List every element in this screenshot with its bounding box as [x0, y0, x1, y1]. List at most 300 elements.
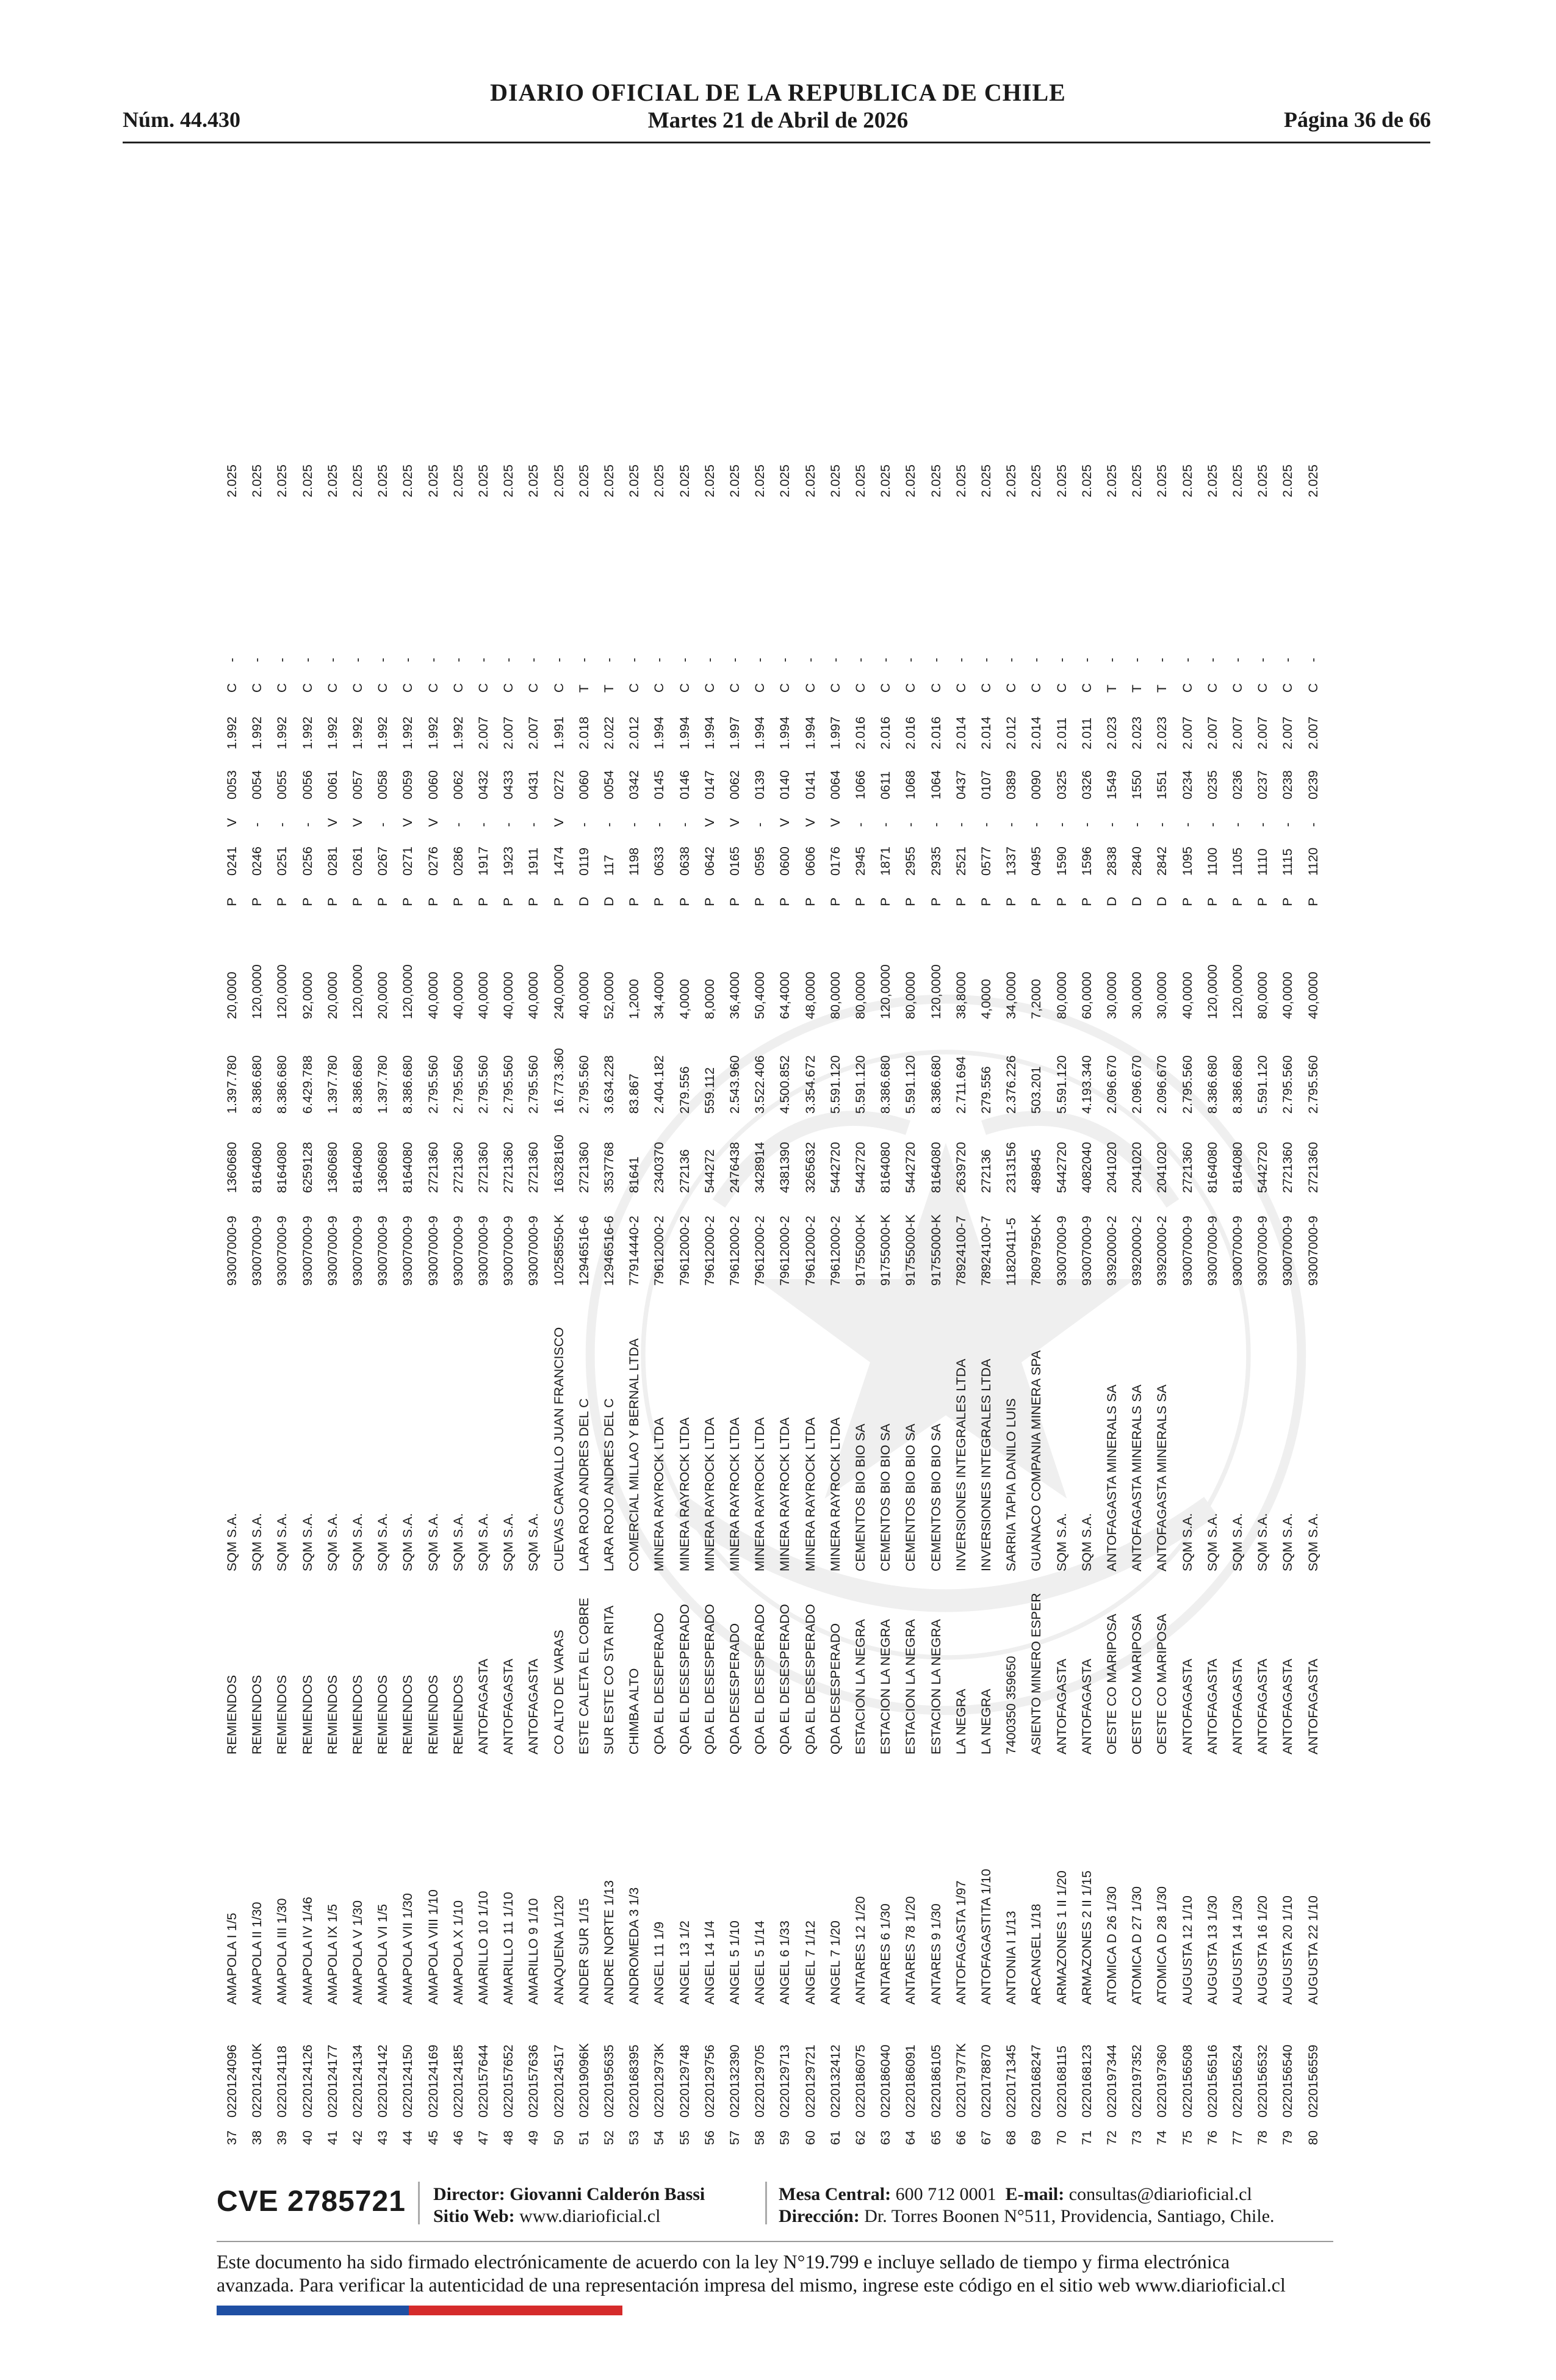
- cell-row-number: 63: [878, 2130, 893, 2145]
- cell-registry-rol: 0220156524: [1230, 2044, 1245, 2118]
- cell-year: 2.022: [602, 716, 616, 749]
- cell-type-code: P: [400, 897, 416, 906]
- cell-value-a: 2721360: [1280, 1142, 1295, 1193]
- cell-type-code: P: [727, 897, 742, 906]
- cell-vuelta-flag: -: [1129, 822, 1145, 827]
- cell-year: 2.011: [1054, 717, 1069, 749]
- cell-owner-rut: 93920000-2: [1129, 1216, 1145, 1286]
- cell-hectares: 30,0000: [1129, 972, 1145, 1019]
- cell-value-a: 8164080: [400, 1142, 416, 1193]
- cell-hectares: 1,2000: [627, 979, 642, 1019]
- cell-kind-code: C: [1255, 683, 1270, 693]
- cell-vuelta-flag: -: [1029, 822, 1044, 827]
- cell-type-code: D: [1104, 896, 1119, 906]
- cell-hectares: 48,0000: [802, 972, 818, 1019]
- cell-year: 2.007: [476, 716, 491, 749]
- cell-period: 2.025: [1104, 464, 1119, 497]
- cell-location: REMIENDOS: [400, 1675, 416, 1754]
- cell-owner-name: SQM S.A.: [375, 1513, 391, 1571]
- table-row: [1125, 177, 1150, 2145]
- cell-kind-code: C: [1205, 683, 1220, 693]
- cell-hectares: 20,0000: [325, 972, 340, 1019]
- cell-row-number: 60: [802, 2130, 818, 2145]
- cell-registry-rol: 0220124169: [425, 2044, 441, 2118]
- address-label: Dirección:: [779, 2206, 860, 2226]
- cell-owner-rut: 79612000-2: [702, 1216, 717, 1286]
- cell-kind-code: C: [450, 683, 466, 693]
- cell-concession-name: AUGUSTA 13 1/30: [1205, 1895, 1220, 2005]
- cell-row-number: 75: [1180, 2130, 1195, 2145]
- cell-type-code: P: [375, 897, 391, 906]
- cell-dash: -: [1205, 657, 1220, 662]
- cell-hectares: 40,0000: [1280, 972, 1295, 1019]
- cell-period: 2.025: [1129, 464, 1145, 497]
- cell-concession-name: AMARILLO 10 1/10: [476, 1891, 491, 2005]
- cell-vuelta-flag: -: [1104, 822, 1119, 827]
- cell-location: REMIENDOS: [350, 1675, 365, 1754]
- cell-dash: -: [752, 657, 768, 662]
- cell-value-b: 3.354.672: [802, 1055, 818, 1114]
- cell-registry-rol: 0220156532: [1255, 2044, 1270, 2118]
- table-row: [924, 177, 949, 2145]
- cell-period: 2.025: [853, 464, 868, 497]
- cell-location: ESTE CALETA EL COBRE: [576, 1598, 591, 1754]
- cell-kind-code: C: [1029, 683, 1044, 693]
- cell-kind-code: C: [476, 683, 491, 693]
- cell-type-code: P: [903, 897, 918, 906]
- cell-value-b: 2.543.960: [727, 1055, 742, 1114]
- cell-registry-rol: 0220195635: [602, 2044, 616, 2118]
- table-row: [295, 177, 320, 2145]
- cell-row-number: 53: [627, 2130, 642, 2145]
- cell-foja: 0595: [752, 846, 768, 876]
- cell-kind-code: C: [652, 683, 667, 693]
- cell-owner-rut: 93007000-9: [250, 1216, 265, 1286]
- table-row: [597, 177, 622, 2145]
- cell-owner-name: MINERA RAYROCK LTDA: [677, 1417, 692, 1571]
- cell-foja: 0633: [652, 846, 667, 876]
- cell-location: ANTOFAGASTA: [1230, 1659, 1245, 1754]
- table-row: [1225, 177, 1250, 2145]
- cell-type-code: P: [350, 897, 365, 906]
- cell-number: 0060: [576, 770, 591, 799]
- legal-line: avanzada. Para verificar la autenticidad de una representación impresa del mismo, ingrese este código en el sitio web www.diarioficial.cl: [217, 2274, 1286, 2296]
- email-link[interactable]: consultas@diarioficial.cl: [1068, 2184, 1252, 2204]
- cell-dash: -: [1004, 657, 1019, 662]
- cell-owner-rut: 93920000-2: [1154, 1216, 1170, 1286]
- cell-number: 0053: [225, 770, 239, 799]
- cell-period: 2.025: [501, 464, 516, 497]
- cell-period: 2.025: [450, 464, 466, 497]
- cell-row-number: 47: [476, 2130, 491, 2145]
- cell-vuelta-flag: -: [1205, 822, 1220, 827]
- cell-value-a: 5442720: [1054, 1142, 1069, 1193]
- cell-owner-rut: 93007000-9: [501, 1216, 516, 1286]
- cell-period: 2.025: [627, 464, 642, 497]
- cell-row-number: 76: [1205, 2130, 1220, 2145]
- cell-number: 0431: [526, 770, 541, 799]
- cell-owner-name: SQM S.A.: [1180, 1513, 1195, 1571]
- flag-stripe-blue: [217, 2306, 409, 2315]
- cell-value-b: 4.500.852: [777, 1055, 793, 1114]
- cell-row-number: 65: [928, 2130, 943, 2145]
- cell-vuelta-flag: -: [853, 822, 868, 827]
- cell-concession-name: ARMAZONES 1 II 1/20: [1054, 1870, 1069, 2005]
- footer-contact-block: [779, 2183, 1275, 2227]
- cell-type-code: P: [1054, 897, 1069, 906]
- cell-value-a: 8164080: [1230, 1142, 1245, 1193]
- cell-registry-rol: 0220132390: [727, 2044, 742, 2118]
- cell-location: ANTOFAGASTA: [526, 1659, 541, 1754]
- cell-location: QDA EL DESESPERADO: [702, 1604, 717, 1754]
- cell-vuelta-flag: V: [225, 818, 239, 827]
- cell-number: 0141: [802, 770, 818, 799]
- cell-number: 0342: [627, 770, 642, 799]
- cell-owner-rut: 93007000-9: [1255, 1216, 1270, 1286]
- cell-owner-name: SQM S.A.: [425, 1513, 441, 1571]
- cell-number: 0090: [1029, 770, 1044, 799]
- cell-period: 2.025: [1154, 464, 1170, 497]
- cell-value-a: 1360680: [325, 1142, 340, 1193]
- cell-year: 2.014: [979, 716, 993, 749]
- cell-period: 2.025: [350, 464, 365, 497]
- cell-owner-name: SQM S.A.: [1280, 1513, 1295, 1571]
- cell-location: QDA DESESPERADO: [727, 1623, 742, 1754]
- cell-owner-name: SQM S.A.: [300, 1513, 315, 1571]
- table-row: [1050, 177, 1075, 2145]
- cell-type-code: P: [1255, 897, 1270, 906]
- cell-location: ANTOFAGASTA: [1305, 1659, 1320, 1754]
- cell-value-a: 2721360: [425, 1142, 441, 1193]
- cell-dash: -: [300, 657, 315, 662]
- cell-foja: 2838: [1104, 846, 1119, 876]
- cell-value-b: 559.112: [702, 1067, 717, 1114]
- cell-owner-name: MINERA RAYROCK LTDA: [777, 1417, 793, 1571]
- cell-owner-name: SQM S.A.: [1205, 1513, 1220, 1571]
- cell-vuelta-flag: -: [878, 822, 893, 827]
- cell-dash: -: [1154, 657, 1170, 662]
- cell-value-a: 5442720: [853, 1142, 868, 1193]
- cell-hectares: 34,4000: [652, 972, 667, 1019]
- cell-owner-name: SQM S.A.: [325, 1513, 340, 1571]
- cell-owner-name: MINERA RAYROCK LTDA: [702, 1417, 717, 1571]
- cell-row-number: 62: [853, 2130, 868, 2145]
- cell-value-a: 1360680: [375, 1142, 391, 1193]
- cell-type-code: P: [752, 897, 768, 906]
- cell-hectares: 80,0000: [1054, 972, 1069, 1019]
- cell-dash: -: [250, 657, 265, 662]
- table-row: [1200, 177, 1225, 2145]
- header-divider: [123, 142, 1430, 143]
- cell-location: ANTOFAGASTA: [1205, 1659, 1220, 1754]
- cell-year: 1.992: [250, 716, 265, 749]
- cell-foja: 0600: [777, 846, 793, 876]
- cell-dash: -: [627, 657, 642, 662]
- cell-owner-name: MINERA RAYROCK LTDA: [652, 1417, 667, 1571]
- cell-period: 2.025: [727, 464, 742, 497]
- cell-year: 1.992: [275, 716, 290, 749]
- cell-year: 1.994: [752, 716, 768, 749]
- table-row: [421, 177, 446, 2145]
- cell-registry-rol: 0220129721: [802, 2044, 818, 2118]
- cell-location: ESTACION LA NEGRA: [853, 1619, 868, 1754]
- cell-year: 2.007: [1205, 716, 1220, 749]
- cell-registry-rol: 0220124134: [350, 2044, 365, 2118]
- cell-number: 0060: [425, 770, 441, 799]
- cell-value-b: 2.096.670: [1104, 1055, 1119, 1114]
- cell-owner-rut: 91755000-K: [853, 1214, 868, 1286]
- table-row: [270, 177, 295, 2145]
- cell-vuelta-flag: -: [501, 822, 516, 827]
- cell-owner-name: CUEVAS CARVALLO JUAN FRANCISCO: [551, 1327, 566, 1571]
- cell-concession-name: AMAPOLA VII 1/30: [400, 1893, 416, 2005]
- cell-value-b: 83.867: [627, 1073, 642, 1114]
- cell-foja: 1596: [1079, 846, 1094, 876]
- cell-location: SUR ESTE CO STA RITA: [602, 1605, 616, 1754]
- cell-value-a: 2041020: [1104, 1142, 1119, 1193]
- cell-hectares: 80,0000: [827, 972, 843, 1019]
- cell-location: LA NEGRA: [953, 1689, 968, 1754]
- cell-number: 0611: [878, 771, 893, 799]
- cell-year: 2.018: [576, 716, 591, 749]
- cell-foja: 2840: [1129, 846, 1145, 876]
- cell-hectares: 240,0000: [551, 964, 566, 1019]
- cell-hectares: 30,0000: [1154, 972, 1170, 1019]
- cell-foja: 1198: [627, 847, 642, 876]
- cell-value-b: 3.522.406: [752, 1055, 768, 1114]
- cell-location: QDA EL DESESPERADO: [802, 1604, 818, 1754]
- cell-period: 2.025: [827, 464, 843, 497]
- cell-owner-rut: 91755000-K: [928, 1214, 943, 1286]
- cell-row-number: 68: [1004, 2130, 1019, 2145]
- publication-date: Martes 21 de Abril de 2026: [647, 108, 909, 133]
- cell-registry-rol: 0220124126: [300, 2044, 315, 2118]
- cell-dash: -: [802, 657, 818, 662]
- cell-type-code: P: [300, 897, 315, 906]
- mining-concessions-table: [220, 177, 1379, 2145]
- cell-registry-rol: 0220156516: [1205, 2044, 1220, 2118]
- cell-row-number: 49: [526, 2130, 541, 2145]
- table-row: [1250, 177, 1275, 2145]
- cell-kind-code: C: [627, 683, 642, 693]
- cell-value-a: 2639720: [953, 1142, 968, 1193]
- cell-foja: 0165: [727, 846, 742, 876]
- cell-registry-rol: 0220124142: [375, 2044, 391, 2118]
- table-row: [823, 177, 848, 2145]
- cell-type-code: P: [425, 897, 441, 906]
- cell-type-code: P: [777, 897, 793, 906]
- cell-location: REMIENDOS: [300, 1675, 315, 1754]
- cell-concession-name: ATOMICA D 27 1/30: [1129, 1886, 1145, 2005]
- cell-row-number: 52: [602, 2130, 616, 2145]
- cell-period: 2.025: [752, 464, 768, 497]
- cell-owner-name: MINERA RAYROCK LTDA: [727, 1417, 742, 1571]
- cell-value-b: 8.386.680: [1230, 1055, 1245, 1114]
- table-row: [395, 177, 420, 2145]
- cell-registry-rol: 0220168115: [1054, 2046, 1069, 2118]
- cell-kind-code: C: [501, 683, 516, 693]
- cell-location: QDA EL DESESPERADO: [777, 1604, 793, 1754]
- cell-value-a: 4082040: [1079, 1142, 1094, 1193]
- footer-separator: [765, 2182, 767, 2224]
- cell-value-a: 3265632: [802, 1142, 818, 1193]
- cell-owner-name: MINERA RAYROCK LTDA: [752, 1417, 768, 1571]
- cell-dash: -: [1029, 657, 1044, 662]
- cell-location: LA NEGRA: [979, 1689, 993, 1754]
- cell-value-b: 16.773.360: [551, 1048, 566, 1114]
- cell-concession-name: ANGEL 7 1/20: [827, 1920, 843, 2005]
- cell-owner-rut: 79612000-2: [802, 1216, 818, 1286]
- cell-owner-name: MINERA RAYROCK LTDA: [802, 1417, 818, 1571]
- cell-foja: 1100: [1205, 847, 1220, 876]
- cell-value-a: 1360680: [225, 1142, 239, 1193]
- cell-location: QDA EL DESESPERADO: [677, 1604, 692, 1754]
- cell-dash: -: [275, 657, 290, 662]
- cell-value-b: 5.591.120: [827, 1055, 843, 1114]
- cell-owner-rut: 93007000-9: [476, 1216, 491, 1286]
- cell-owner-name: CEMENTOS BIO BIO SA: [853, 1423, 868, 1571]
- cell-dash: -: [903, 657, 918, 662]
- cell-period: 2.025: [526, 464, 541, 497]
- cell-vuelta-flag: -: [1079, 822, 1094, 827]
- publication-title: DIARIO OFICIAL DE LA REPUBLICA DE CHILE: [490, 79, 1066, 106]
- cell-kind-code: C: [979, 683, 993, 693]
- cell-hectares: 40,0000: [450, 972, 466, 1019]
- cell-row-number: 74: [1154, 2130, 1170, 2145]
- web-link[interactable]: www.diarioficial.cl: [519, 2206, 661, 2226]
- table-row: [722, 177, 747, 2145]
- cell-period: 2.025: [702, 464, 717, 497]
- cell-kind-code: C: [300, 683, 315, 693]
- cell-value-a: 2041020: [1129, 1142, 1145, 1193]
- cell-dash: -: [1305, 657, 1320, 662]
- cell-number: 0107: [979, 770, 993, 799]
- cell-value-a: 544272: [702, 1149, 717, 1193]
- cell-row-number: 79: [1280, 2130, 1295, 2145]
- table-row: [1175, 177, 1200, 2145]
- cell-row-number: 51: [576, 2130, 591, 2145]
- cell-kind-code: C: [1180, 683, 1195, 693]
- cell-row-number: 69: [1029, 2130, 1044, 2145]
- cell-value-b: 2.795.560: [1280, 1055, 1295, 1114]
- cell-type-code: P: [928, 897, 943, 906]
- cell-year: 1.991: [551, 716, 566, 749]
- cell-foja: 0261: [350, 846, 365, 876]
- cell-vuelta-flag: -: [576, 822, 591, 827]
- cell-value-b: 3.634.228: [602, 1055, 616, 1114]
- cell-concession-name: AMAPOLA I 1/5: [225, 1913, 239, 2005]
- cell-owner-rut: 93007000-9: [450, 1216, 466, 1286]
- table-row: [1301, 177, 1326, 2145]
- table-row: [1024, 177, 1049, 2145]
- cell-hectares: 120,0000: [350, 964, 365, 1019]
- cell-hectares: 7,2000: [1029, 979, 1044, 1019]
- cell-concession-name: ATOMICA D 28 1/30: [1154, 1886, 1170, 2005]
- cell-vuelta-flag: -: [1255, 822, 1270, 827]
- cell-value-b: 1.397.780: [225, 1055, 239, 1114]
- cell-number: 0058: [375, 770, 391, 799]
- cell-registry-rol: 0220157652: [501, 2044, 516, 2118]
- cell-hectares: 4,0000: [677, 979, 692, 1019]
- cell-row-number: 72: [1104, 2130, 1119, 2145]
- cell-type-code: P: [953, 897, 968, 906]
- cell-owner-name: CEMENTOS BIO BIO SA: [878, 1423, 893, 1571]
- cell-concession-name: AMARILLO 11 1/10: [501, 1892, 516, 2005]
- table-row: [345, 177, 370, 2145]
- cell-vuelta-flag: V: [702, 818, 717, 827]
- cell-concession-name: ANDRE NORTE 1/13: [602, 1880, 616, 2005]
- cell-number: 1066: [853, 770, 868, 799]
- cell-location: ANTOFAGASTA: [1054, 1659, 1069, 1754]
- cell-owner-name: SQM S.A.: [275, 1513, 290, 1571]
- cell-number: 0437: [953, 770, 968, 799]
- cell-foja: 0495: [1029, 846, 1044, 876]
- cell-location: ESTACION LA NEGRA: [928, 1619, 943, 1754]
- cell-year: 1.994: [777, 716, 793, 749]
- cell-period: 2.025: [903, 464, 918, 497]
- cell-concession-name: AMAPOLA II 1/30: [250, 1902, 265, 2005]
- cell-owner-rut: 93007000-9: [350, 1216, 365, 1286]
- table-row: [873, 177, 898, 2145]
- cell-concession-name: ANGEL 6 1/33: [777, 1920, 793, 2005]
- cell-row-number: 56: [702, 2130, 717, 2145]
- cell-owner-rut: 78924100-7: [979, 1216, 993, 1286]
- cell-row-number: 64: [903, 2130, 918, 2145]
- cell-registry-rol: 0220197344: [1104, 2044, 1119, 2118]
- cell-period: 2.025: [1205, 464, 1220, 497]
- cell-vuelta-flag: -: [979, 822, 993, 827]
- cell-value-a: 2721360: [1305, 1142, 1320, 1193]
- cell-owner-name: SQM S.A.: [450, 1513, 466, 1571]
- cell-kind-code: C: [827, 683, 843, 693]
- cell-owner-rut: 91755000-K: [878, 1214, 893, 1286]
- cell-value-a: 489845: [1029, 1149, 1044, 1193]
- cell-kind-code: C: [802, 683, 818, 693]
- cell-vuelta-flag: V: [325, 818, 340, 827]
- table-row: [697, 177, 722, 2145]
- cell-owner-name: LARA ROJO ANDRES DEL C: [602, 1398, 616, 1571]
- cell-owner-name: ANTOFAGASTA MINERALS SA: [1154, 1384, 1170, 1571]
- cell-owner-rut: 93007000-9: [225, 1216, 239, 1286]
- cell-location: QDA EL DESEPERADO: [652, 1612, 667, 1754]
- mesa-label: Mesa Central:: [779, 2184, 891, 2204]
- cell-foja: 1115: [1280, 848, 1295, 876]
- cell-kind-code: C: [677, 683, 692, 693]
- cell-dash: -: [400, 657, 416, 662]
- cell-number: 0145: [652, 770, 667, 799]
- cell-concession-name: AMAPOLA IV 1/46: [300, 1897, 315, 2005]
- cell-concession-name: AUGUSTA 16 1/20: [1255, 1895, 1270, 2005]
- cell-owner-name: ANTOFAGASTA MINERALS SA: [1104, 1384, 1119, 1571]
- cell-dash: -: [1255, 657, 1270, 662]
- cell-period: 2.025: [1230, 464, 1245, 497]
- cell-value-a: 2721360: [476, 1142, 491, 1193]
- cell-dash: -: [777, 657, 793, 662]
- cell-number: 0057: [350, 770, 365, 799]
- cell-concession-name: AMAPOLA III 1/30: [275, 1898, 290, 2005]
- cell-foja: 0246: [250, 846, 265, 876]
- cell-row-number: 43: [375, 2130, 391, 2145]
- cell-value-b: 5.591.120: [1054, 1055, 1069, 1114]
- cell-owner-rut: 79612000-2: [652, 1216, 667, 1286]
- cell-registry-rol: 0220124150: [400, 2044, 416, 2118]
- cell-foja: 1911: [526, 847, 541, 876]
- cell-foja: 0606: [802, 846, 818, 876]
- cell-owner-name: INVERSIONES INTEGRALES LTDA: [953, 1358, 968, 1571]
- cell-type-code: P: [325, 897, 340, 906]
- cell-value-b: 2.096.670: [1129, 1055, 1145, 1114]
- cell-type-code: P: [853, 897, 868, 906]
